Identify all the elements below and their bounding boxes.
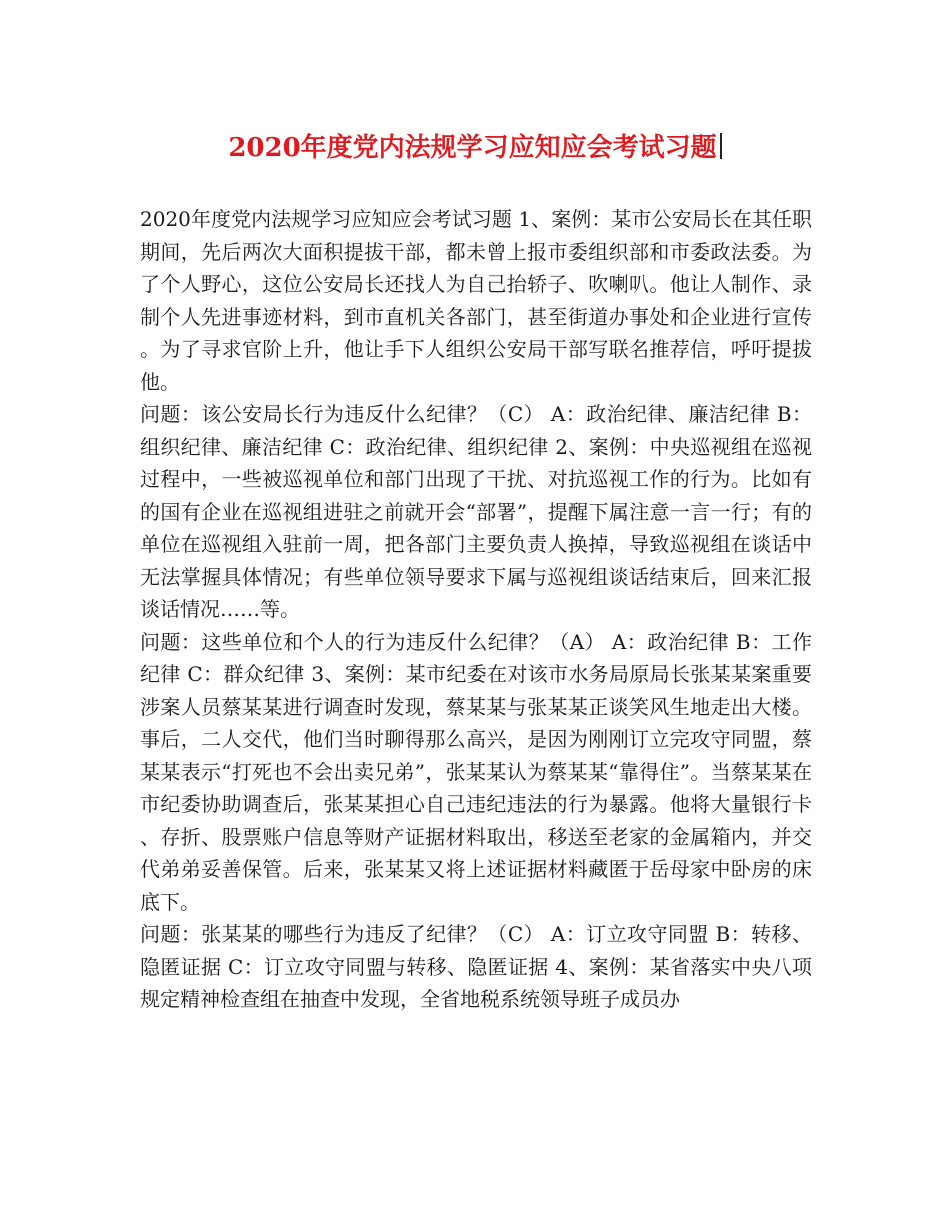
document-body [140,203,812,1016]
paragraph-case-1: 2020年度党内法规学习应知应会考试习题 1、案例：某市公安局长在其任职期间，先后两次大面积提拔干部，都未曾上报市委组织部和市委政法委。为了个人野心，这位公安局长还找人为自己抬轿子、吹喇叭。他让人制作、录制个人先进事迹材料，到市直机关各部门，甚至街道办事处和企业进行宣传。为了寻求官阶上升，他让手下人组织公安局干部写联名推荐信，呼吁提拔他。 [140,207,812,394]
text-cursor [720,133,722,159]
paragraph-question-1: 问题：该公安局长行为违反什么纪律？（C） A：政治纪律、廉洁纪律 B：组织纪律、廉洁纪律 C：政治纪律、组织纪律 2、案例：中央巡视组在巡视过程中，一些被巡视单位和部门出现了干扰、对抗巡视工作的行为。比如有的国有企业在巡视组进驻之前就开会“部署”，提醒下属注意一言一行；有的单位在巡视组入驻前一周，把各部门主要负责人换掉，导致巡视组在谈话中无法掌握具体情况；有些单位领导要求下属与巡视组谈话结束后，回来汇报谈话情况……等。 [140,402,812,621]
document-title-text: 2020年度党内法规学习应知应会考试习题 [228,133,717,163]
document-title [0,128,950,168]
paragraph-question-2: 问题：这些单位和个人的行为违反什么纪律？（A） A：政治纪律 B：工作纪律 C：群众纪律 3、案例：某市纪委在对该市水务局原局长张某某案重要涉案人员蔡某某进行调查时发现，蔡某某与张某某正谈笑风生地走出大楼。事后，二人交代，他们当时聊得那么高兴，是因为刚刚订立完攻守同盟，蔡某某表示“打死也不会出卖兄弟”，张某某认为蔡某某“靠得住”。当蔡某某在市纪委协助调查后，张某某担心自己违纪违法的行为暴露。他将大量银行卡、存折、股票账户信息等财产证据材料取出，移送至老家的金属箱内，并交代弟弟妥善保管。后来，张某某又将上述证据材料藏匿于岳母家中卧房的床底下。 [140,629,812,914]
paragraph-question-3: 问题：张某某的哪些行为违反了纪律？（C） A：订立攻守同盟 B：转移、隐匿证据 C：订立攻守同盟与转移、隐匿证据 4、案例：某省落实中央八项规定精神检查组在抽查中发现，全省地税系统领导班子成员办 [140,922,812,1011]
